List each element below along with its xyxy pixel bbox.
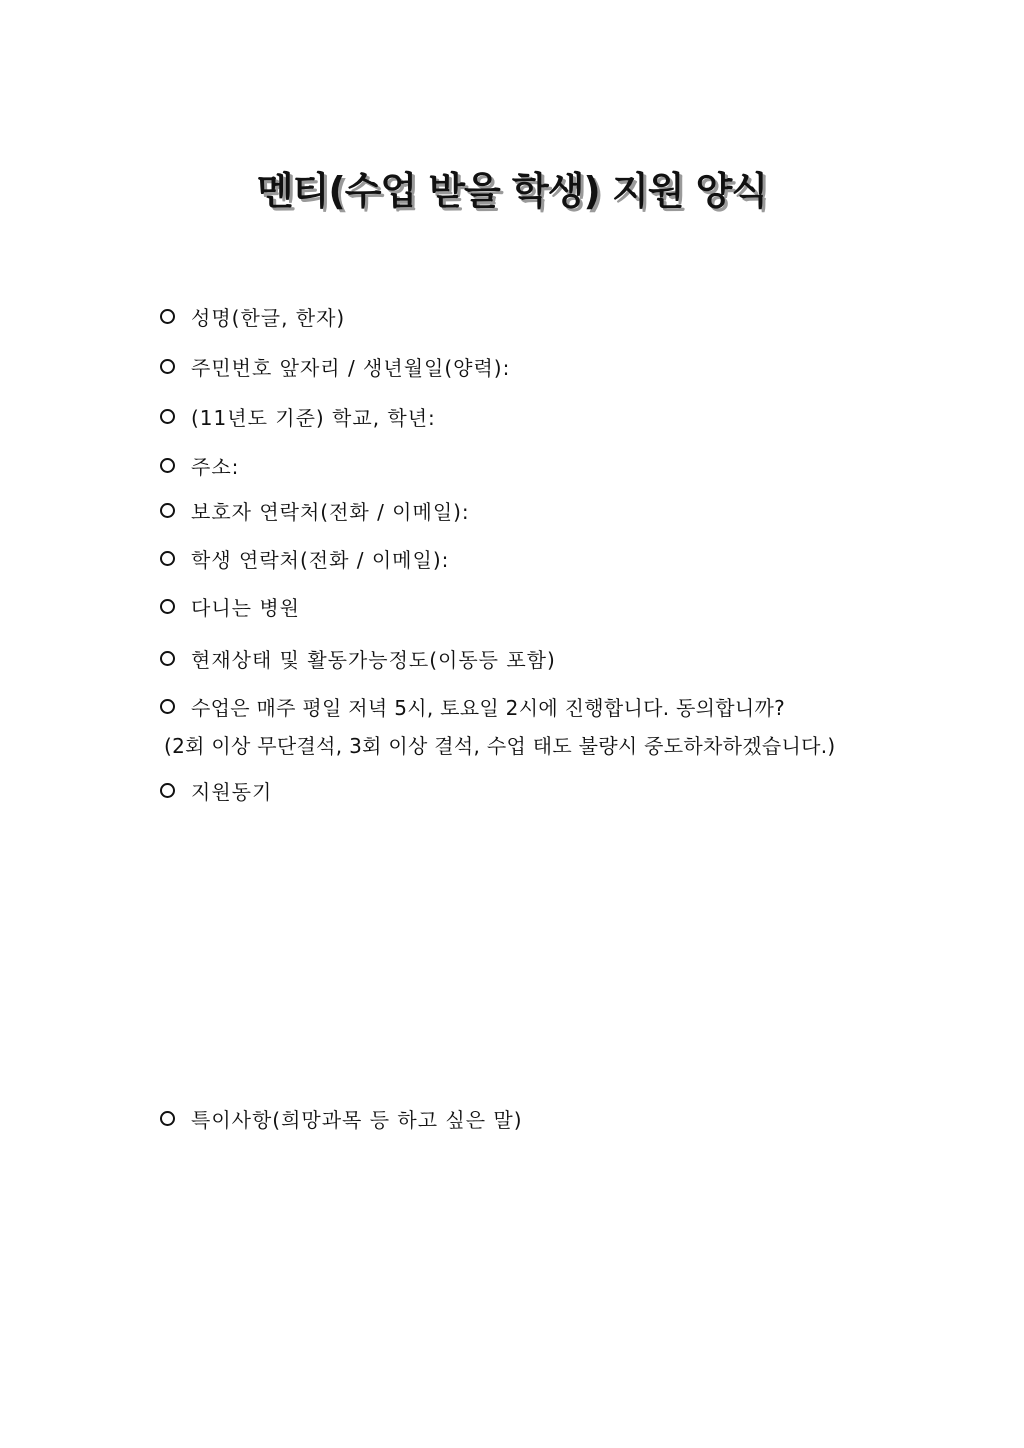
field-label: 성명(한글, 한자) [191,306,346,330]
circle-bullet-icon [160,503,175,518]
field-label: 현재상태 및 활동가능정도(이동등 포함) [191,648,556,672]
field-label: 학생 연락처(전화 / 이메일): [191,548,450,572]
field-school-grade [160,402,436,431]
field-motivation [160,776,272,805]
field-class-agreement [160,692,785,721]
field-name [160,302,345,331]
circle-bullet-icon [160,783,175,798]
circle-bullet-icon [160,409,175,424]
field-hospital [160,592,300,621]
circle-bullet-icon [160,309,175,324]
class-agreement-note: (2회 이상 무단결석, 3회 이상 결석, 수업 태도 불량시 중도하차하겠습니다.) [164,734,836,758]
field-label: 지원동기 [191,780,273,804]
circle-bullet-icon [160,551,175,566]
circle-bullet-icon [160,599,175,614]
field-label: (11년도 기준) 학교, 학년: [191,406,436,430]
field-current-condition [160,644,556,673]
circle-bullet-icon [160,651,175,666]
field-guardian-contact [160,496,470,525]
field-label: 주소: [191,455,240,479]
field-birthdate [160,352,510,381]
field-student-contact [160,544,449,573]
field-special-notes [160,1104,523,1133]
field-label: 보호자 연락처(전화 / 이메일): [191,500,470,524]
circle-bullet-icon [160,1111,175,1126]
field-label: 주민번호 앞자리 / 생년월일(양력): [191,356,511,380]
circle-bullet-icon [160,699,175,714]
field-label: 특이사항(희망과목 등 하고 싶은 말) [191,1108,523,1132]
field-label: 수업은 매주 평일 저녁 5시, 토요일 2시에 진행합니다. 동의합니까? [191,696,786,720]
circle-bullet-icon [160,359,175,374]
field-address [160,451,239,480]
circle-bullet-icon [160,458,175,473]
field-label: 다니는 병원 [191,596,300,620]
form-title: 멘티(수업 받을 학생) 지원 양식 [256,169,768,213]
